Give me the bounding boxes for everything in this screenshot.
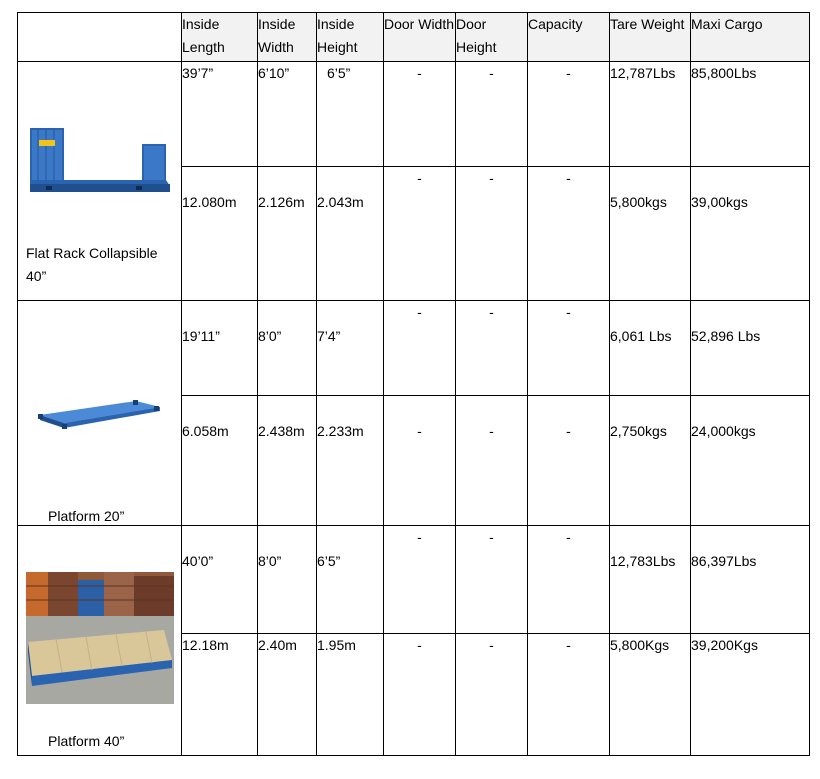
cell-capacity: - — [528, 167, 610, 301]
cell-capacity: - — [528, 301, 610, 396]
product-name: Platform 40” — [48, 733, 125, 749]
cell-inside-height: 2.233m — [317, 396, 384, 526]
cell-door-width: - — [384, 62, 456, 167]
header-maxi-cargo: Maxi Cargo — [691, 13, 810, 62]
product-name: Platform 20” — [48, 508, 125, 524]
cell-maxi-cargo: 39,00kgs — [691, 167, 810, 301]
platform-20-image — [32, 397, 162, 437]
cell-capacity: - — [528, 634, 610, 756]
cell-inside-height: 7’4” — [317, 301, 384, 396]
header-door-width: Door Width — [384, 13, 456, 62]
product-name: Flat Rack Collapsible 40” — [26, 245, 158, 284]
header-inside-height: Inside Height — [317, 13, 384, 62]
cell-inside-width: 8’0” — [258, 526, 317, 634]
cell-capacity: - — [528, 62, 610, 167]
cell-door-height: - — [456, 167, 528, 301]
cell-inside-length: 12.080m — [182, 167, 258, 301]
flat-rack-container-image — [26, 126, 174, 196]
cell-tare-weight: 12,787Lbs — [610, 62, 691, 167]
cell-door-height: - — [456, 301, 528, 396]
header-door-height: Door Height — [456, 13, 528, 62]
cell-inside-height: 2.043m — [317, 167, 384, 301]
cell-tare-weight: 5,800kgs — [610, 167, 691, 301]
product-cell-flat-rack — [18, 62, 182, 301]
cell-inside-height: 1.95m — [317, 634, 384, 756]
cell-inside-length: 19’11” — [182, 301, 258, 396]
cell-maxi-cargo: 24,000kgs — [691, 396, 810, 526]
cell-door-width: - — [384, 167, 456, 301]
cell-door-width: - — [384, 526, 456, 634]
cell-door-width: - — [384, 634, 456, 756]
cell-inside-length: 40’0” — [182, 526, 258, 634]
header-tare-weight: Tare Weight — [610, 13, 691, 62]
cell-door-height: - — [456, 62, 528, 167]
cell-inside-length: 12.18m — [182, 634, 258, 756]
cell-door-height: - — [456, 396, 528, 526]
cell-maxi-cargo: 52,896 Lbs — [691, 301, 810, 396]
cell-inside-width: 2.40m — [258, 634, 317, 756]
cell-inside-height: 6’5” — [317, 526, 384, 634]
cell-inside-length: 39’7” — [182, 62, 258, 167]
cell-inside-width: 2.438m — [258, 396, 317, 526]
cell-inside-length: 6.058m — [182, 396, 258, 526]
header-row — [18, 13, 810, 62]
table-row — [18, 301, 810, 396]
cell-inside-height: 6’5” — [317, 62, 384, 167]
cell-capacity: - — [528, 396, 610, 526]
product-cell-platform-20 — [18, 301, 182, 526]
header-inside-width: Inside Width — [258, 13, 317, 62]
cell-door-height: - — [456, 634, 528, 756]
platform-40-photo — [26, 572, 174, 704]
header-blank-cell — [18, 13, 182, 62]
cell-door-width: - — [384, 301, 456, 396]
cell-door-height: - — [456, 526, 528, 634]
cell-maxi-cargo: 39,200Kgs — [691, 634, 810, 756]
table-row — [18, 526, 810, 634]
cell-inside-width: 6’10” — [258, 62, 317, 167]
cell-inside-width: 2.126m — [258, 167, 317, 301]
header-capacity: Capacity — [528, 13, 610, 62]
cell-maxi-cargo: 86,397Lbs — [691, 526, 810, 634]
cell-inside-width: 8’0” — [258, 301, 317, 396]
cell-tare-weight: 12,783Lbs — [610, 526, 691, 634]
cell-maxi-cargo: 85,800Lbs — [691, 62, 810, 167]
cell-tare-weight: 5,800Kgs — [610, 634, 691, 756]
header-inside-length: Inside Length — [182, 13, 258, 62]
cell-tare-weight: 2,750kgs — [610, 396, 691, 526]
cell-capacity: - — [528, 526, 610, 634]
product-cell-platform-40 — [18, 526, 182, 756]
table-row — [18, 62, 810, 167]
cell-tare-weight: 6,061 Lbs — [610, 301, 691, 396]
cell-door-width: - — [384, 396, 456, 526]
container-specs-table — [17, 12, 810, 756]
